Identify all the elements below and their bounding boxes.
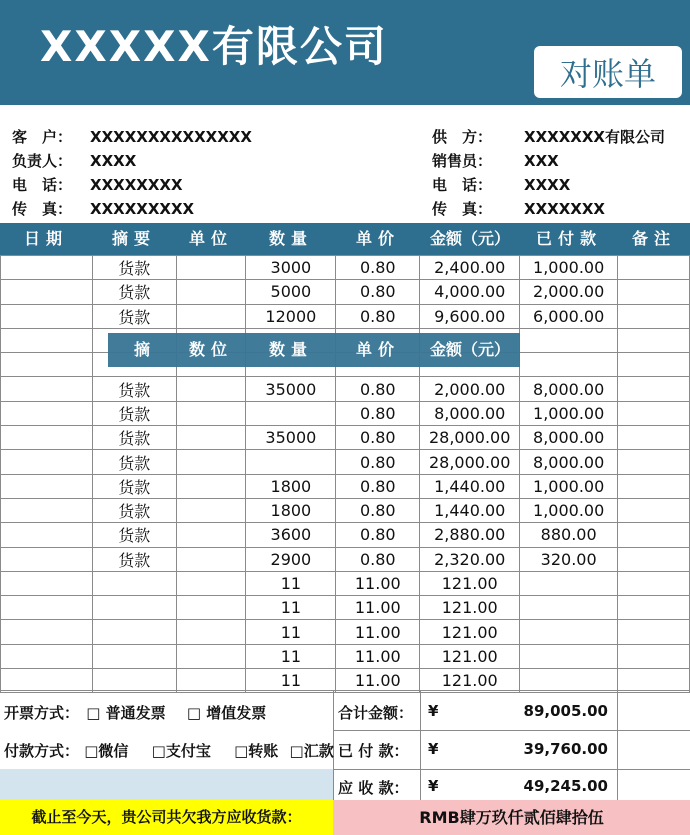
cell-quantity: 11 [246, 669, 336, 693]
cell-amount: 2,320.00 [420, 547, 520, 571]
table-row [1, 547, 690, 571]
cell-remark [618, 644, 690, 668]
cell-unit-price: 0.80 [336, 547, 420, 571]
overlay-header-price: 单价 [355, 340, 400, 359]
cell-unit-price: 0.80 [336, 377, 420, 401]
cell-paid [520, 353, 618, 377]
payment-method-label: 付款方式： [4, 742, 80, 760]
cell-unit-price: 0.80 [336, 498, 420, 522]
cell-paid [520, 328, 618, 352]
cell-remark [618, 401, 690, 425]
table-row [1, 256, 690, 280]
cell-quantity: 3000 [246, 256, 336, 280]
cell-quantity: 11 [246, 571, 336, 595]
cell-date [1, 450, 93, 474]
cell-date [1, 474, 93, 498]
overlay-header-quantity: 数量 [268, 340, 313, 359]
cell-paid: 8,000.00 [520, 426, 618, 450]
cell-remark [618, 353, 690, 377]
cell-paid: 1,000.00 [520, 474, 618, 498]
cell-summary: 货款 [92, 280, 176, 304]
cell-amount: 8,000.00 [420, 401, 520, 425]
footer-divider [0, 690, 690, 691]
cell-paid: 8,000.00 [520, 450, 618, 474]
cell-amount: 121.00 [420, 620, 520, 644]
table-row [1, 450, 690, 474]
cell-unit [176, 256, 246, 280]
table-row [1, 304, 690, 328]
total-currency: ¥ [428, 702, 439, 720]
footer-divider [420, 690, 421, 800]
cell-quantity: 2900 [246, 547, 336, 571]
cell-remark [618, 474, 690, 498]
cell-amount: 121.00 [420, 669, 520, 693]
cell-unit [176, 547, 246, 571]
overlay-header-unit: 数位 [188, 340, 233, 359]
cell-quantity: 35000 [246, 377, 336, 401]
cell-date [1, 328, 93, 352]
cell-amount: 1,440.00 [420, 498, 520, 522]
cell-amount: 121.00 [420, 644, 520, 668]
cell-paid: 1,000.00 [520, 401, 618, 425]
cell-unit [176, 620, 246, 644]
cell-remark [618, 304, 690, 328]
cell-unit-price: 0.80 [336, 304, 420, 328]
cell-date [1, 571, 93, 595]
cell-quantity: 11 [246, 644, 336, 668]
contact-value: XXXX [90, 152, 137, 170]
cell-paid: 320.00 [520, 547, 618, 571]
cell-unit-price: 11.00 [336, 644, 420, 668]
customer-phone-row [12, 174, 183, 195]
cell-amount: 2,400.00 [420, 256, 520, 280]
contact-label: 负责人： [12, 152, 73, 170]
table-row [1, 523, 690, 547]
cell-summary [92, 596, 176, 620]
supplier-phone-row [432, 174, 570, 195]
cell-unit-price: 0.80 [336, 474, 420, 498]
cell-unit-price: 11.00 [336, 669, 420, 693]
supplier-phone-value: XXXX [524, 176, 571, 194]
company-name: XXXXX有限公司 [40, 22, 388, 71]
cell-summary: 货款 [92, 498, 176, 522]
customer-fax-value: XXXXXXXXX [90, 200, 195, 218]
cell-quantity: 12000 [246, 304, 336, 328]
cell-unit-price: 0.80 [336, 280, 420, 304]
supplier-label: 供 方： [432, 128, 493, 146]
cell-summary: 货款 [92, 547, 176, 571]
cell-remark [618, 328, 690, 352]
cell-paid: 6,000.00 [520, 304, 618, 328]
table-header [0, 223, 690, 255]
cell-paid [520, 571, 618, 595]
cell-unit [176, 644, 246, 668]
remittance-checkbox[interactable]: □汇款 [289, 742, 334, 760]
customer-phone-value: XXXXXXXX [90, 176, 183, 194]
cell-paid [520, 596, 618, 620]
invoice-normal-checkbox[interactable]: □ 普通发票 [86, 704, 166, 722]
salesman-value: XXX [524, 152, 559, 170]
cell-date [1, 280, 93, 304]
cell-paid: 1,000.00 [520, 256, 618, 280]
table-row [1, 620, 690, 644]
header-summary: 摘要 [111, 229, 156, 248]
supplier-row [432, 126, 665, 147]
invoice-method [4, 702, 266, 723]
cell-unit-price: 0.80 [336, 426, 420, 450]
cell-date [1, 547, 93, 571]
blank-shaded-cell [0, 769, 333, 800]
due-currency: ¥ [428, 777, 439, 795]
cell-amount: 28,000.00 [420, 450, 520, 474]
cell-remark [618, 450, 690, 474]
cell-remark [618, 547, 690, 571]
overlay-header-summary: 摘 [133, 340, 156, 359]
invoice-method-label: 开票方式： [4, 704, 80, 722]
contact-row [12, 150, 136, 171]
table-row [1, 377, 690, 401]
paid-label: 已 付 款： [338, 742, 409, 760]
cell-date [1, 401, 93, 425]
supplier-fax-label: 传 真： [432, 200, 493, 218]
cell-unit [176, 401, 246, 425]
cell-date [1, 644, 93, 668]
payment-method [4, 740, 334, 761]
outstanding-notice: 截止至今天，贵公司共欠我方应收货款： [0, 800, 333, 835]
cell-summary: 货款 [92, 377, 176, 401]
cell-date [1, 256, 93, 280]
cell-amount: 28,000.00 [420, 426, 520, 450]
cell-quantity: 11 [246, 620, 336, 644]
cell-quantity: 1800 [246, 498, 336, 522]
title-banner [0, 0, 690, 105]
table-row [1, 280, 690, 304]
header-remark: 备注 [631, 229, 676, 248]
cell-paid: 8,000.00 [520, 377, 618, 401]
customer-fax-label: 传 真： [12, 200, 73, 218]
cell-unit [176, 280, 246, 304]
header-unit: 单位 [188, 229, 233, 248]
document-type-label: 对账单 [534, 46, 682, 98]
overlapping-header-band [108, 333, 520, 367]
cell-unit [176, 523, 246, 547]
cell-quantity: 5000 [246, 280, 336, 304]
cell-paid: 2,000.00 [520, 280, 618, 304]
supplier-phone-label: 电 话： [432, 176, 493, 194]
footer-divider [617, 690, 618, 800]
cell-paid [520, 620, 618, 644]
cell-date [1, 353, 93, 377]
cell-remark [618, 280, 690, 304]
cell-date [1, 377, 93, 401]
customer-value: XXXXXXXXXXXXXX [90, 128, 252, 146]
header-date: 日期 [23, 229, 68, 248]
total-value: 89,005.00 [523, 702, 608, 720]
cell-amount: 121.00 [420, 596, 520, 620]
cell-paid: 1,000.00 [520, 498, 618, 522]
alipay-checkbox[interactable]: □支付宝 [151, 742, 211, 760]
paid-currency: ¥ [428, 740, 439, 758]
cell-summary: 货款 [92, 426, 176, 450]
cell-amount: 121.00 [420, 571, 520, 595]
cell-summary: 货款 [92, 401, 176, 425]
cell-unit [176, 426, 246, 450]
cell-quantity: 35000 [246, 426, 336, 450]
cell-unit [176, 571, 246, 595]
customer-phone-label: 电 话： [12, 176, 73, 194]
cell-amount: 9,600.00 [420, 304, 520, 328]
table-row [1, 596, 690, 620]
cell-summary [92, 571, 176, 595]
cell-remark [618, 620, 690, 644]
customer-label: 客 户： [12, 128, 73, 146]
cell-quantity: 11 [246, 596, 336, 620]
cell-remark [618, 596, 690, 620]
cell-unit [176, 498, 246, 522]
cell-date [1, 523, 93, 547]
cell-unit-price: 11.00 [336, 571, 420, 595]
cell-date [1, 620, 93, 644]
cell-quantity [246, 450, 336, 474]
cell-summary: 货款 [92, 256, 176, 280]
cell-date [1, 304, 93, 328]
cell-date [1, 426, 93, 450]
cell-paid [520, 644, 618, 668]
supplier-value: XXXXXXX有限公司 [524, 128, 665, 146]
table-row [1, 644, 690, 668]
cell-unit-price: 0.80 [336, 450, 420, 474]
cell-amount: 1,440.00 [420, 474, 520, 498]
cell-summary: 货款 [92, 304, 176, 328]
cell-date [1, 596, 93, 620]
statement-table [0, 255, 690, 693]
due-label: 应 收 款： [338, 779, 409, 797]
cell-remark [618, 426, 690, 450]
cell-summary: 货款 [92, 450, 176, 474]
cell-date [1, 498, 93, 522]
cell-quantity [246, 401, 336, 425]
table-row [1, 401, 690, 425]
transfer-checkbox[interactable]: □转账 [234, 742, 279, 760]
due-value: 49,245.00 [523, 777, 608, 795]
cell-summary [92, 620, 176, 644]
cell-unit [176, 450, 246, 474]
cell-summary: 货款 [92, 474, 176, 498]
cell-quantity: 1800 [246, 474, 336, 498]
cell-summary: 货款 [92, 523, 176, 547]
cell-unit [176, 474, 246, 498]
table-row [1, 498, 690, 522]
salesman-row [432, 150, 559, 171]
cell-quantity: 3600 [246, 523, 336, 547]
cell-paid: 880.00 [520, 523, 618, 547]
total-label: 合计金额： [338, 704, 414, 722]
cell-unit-price: 0.80 [336, 256, 420, 280]
footer-divider [333, 730, 690, 731]
header-paid: 已付款 [535, 229, 602, 248]
cell-unit-price: 11.00 [336, 596, 420, 620]
cell-amount: 4,000.00 [420, 280, 520, 304]
amount-in-words: RMB肆万玖仟贰佰肆拾伍 [333, 800, 690, 835]
cell-amount: 2,880.00 [420, 523, 520, 547]
cell-remark [618, 571, 690, 595]
salesman-label: 销售员： [432, 152, 493, 170]
cell-unit-price: 0.80 [336, 401, 420, 425]
invoice-vat-checkbox[interactable]: □ 增值发票 [186, 704, 267, 722]
table-row [1, 571, 690, 595]
cell-remark [618, 256, 690, 280]
customer-row [12, 126, 252, 147]
cell-amount: 2,000.00 [420, 377, 520, 401]
header-unit-price: 单价 [355, 229, 400, 248]
supplier-fax-value: XXXXXXX [524, 200, 605, 218]
table-row [1, 474, 690, 498]
wechat-checkbox[interactable]: □微信 [84, 742, 129, 760]
cell-remark [618, 498, 690, 522]
cell-summary [92, 644, 176, 668]
cell-unit [176, 377, 246, 401]
cell-remark [618, 377, 690, 401]
cell-unit-price: 0.80 [336, 523, 420, 547]
header-amount: 金额（元） [429, 229, 510, 248]
header-quantity: 数量 [268, 229, 313, 248]
cell-unit [176, 596, 246, 620]
supplier-fax-row [432, 198, 605, 219]
cell-unit-price: 11.00 [336, 620, 420, 644]
table-row [1, 426, 690, 450]
paid-value: 39,760.00 [523, 740, 608, 758]
cell-remark [618, 523, 690, 547]
customer-fax-row [12, 198, 194, 219]
cell-unit [176, 304, 246, 328]
overlay-header-amount: 金额（元） [429, 340, 510, 359]
